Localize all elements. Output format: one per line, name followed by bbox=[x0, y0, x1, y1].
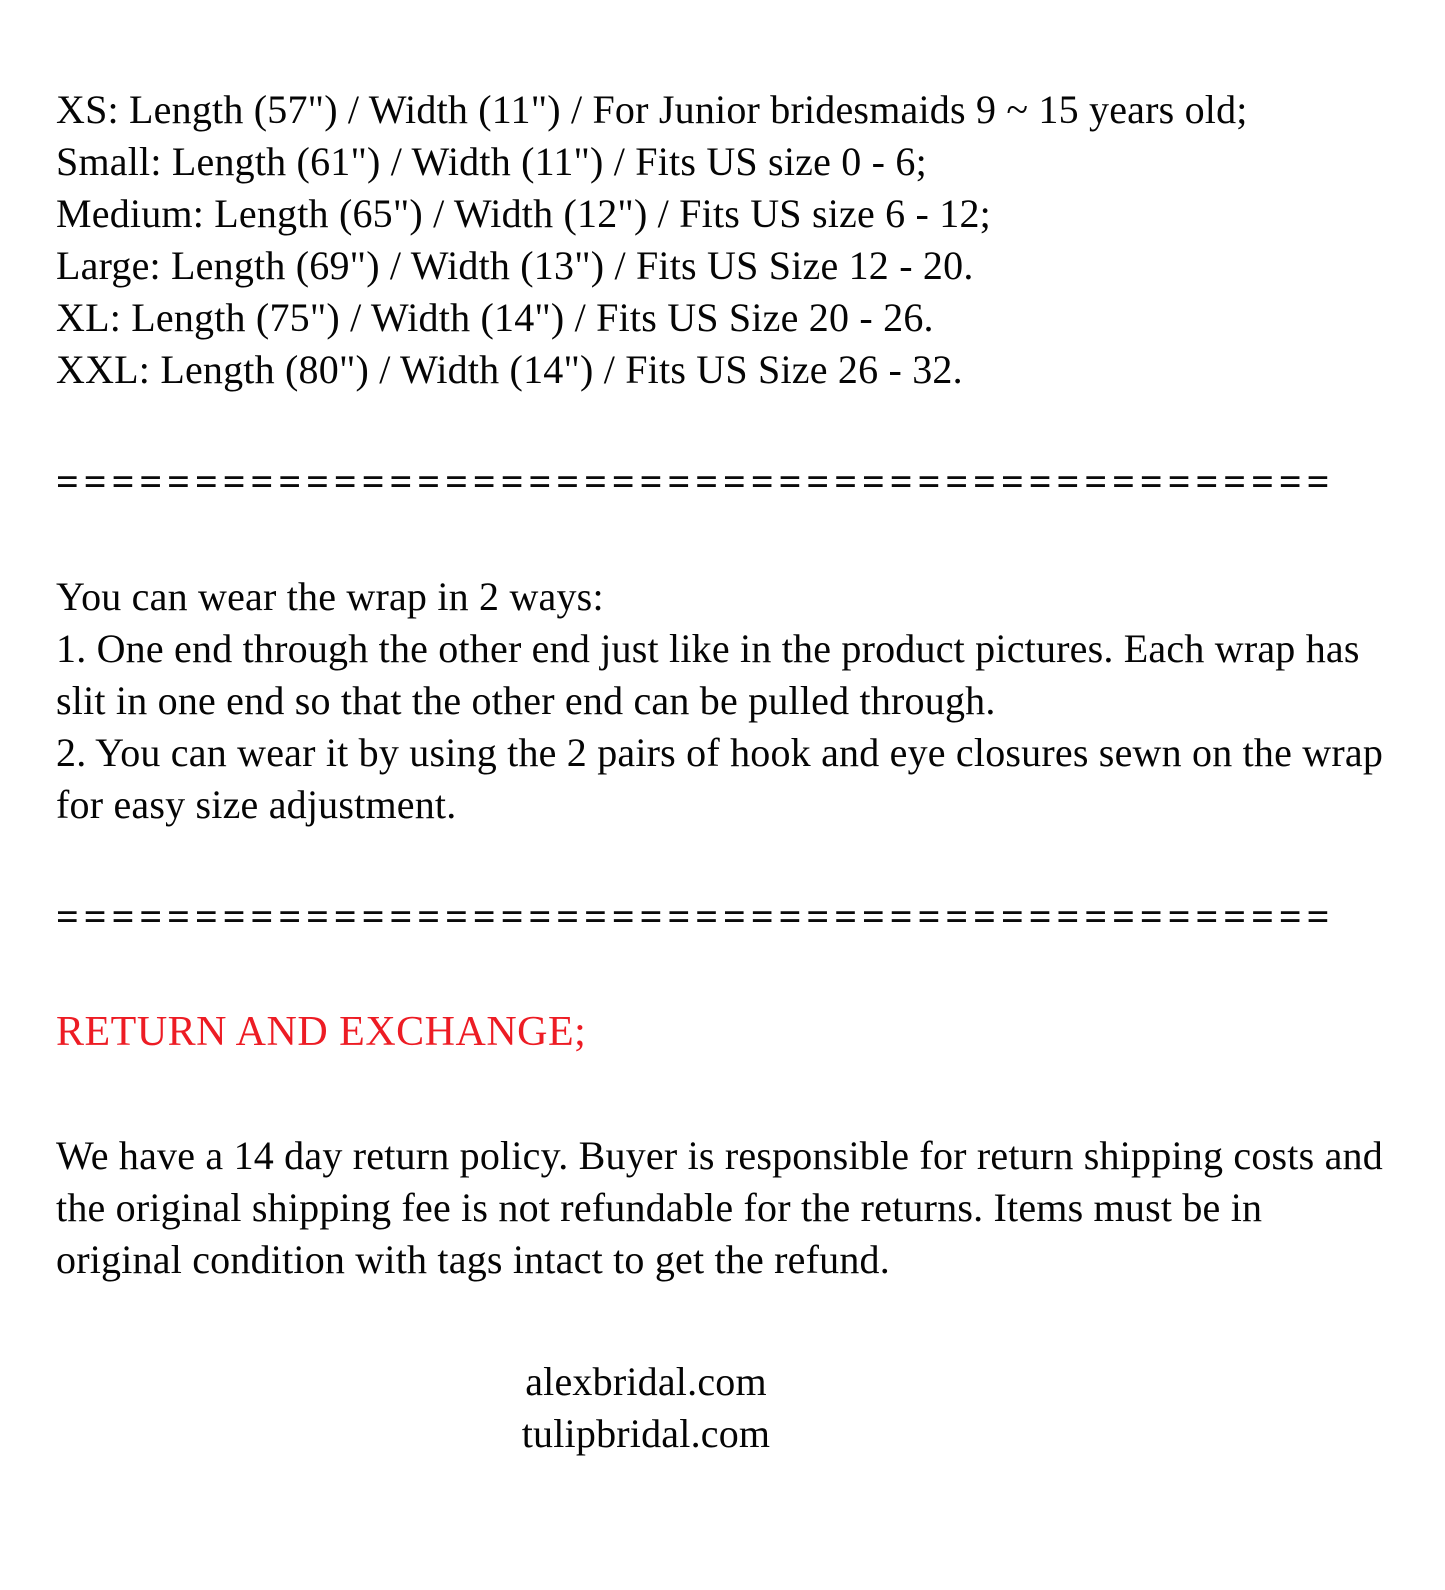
website-alexbridal: alexbridal.com bbox=[525, 1359, 767, 1404]
size-line-medium: Medium: Length (65") / Width (12") / Fits US size 6 - 12; bbox=[56, 191, 991, 236]
website-tulipbridal: tulipbridal.com bbox=[521, 1411, 771, 1456]
wearing-instructions-section bbox=[56, 571, 1405, 831]
size-line-xs: XS: Length (57") / Width (11") / For Junior bridesmaids 9 ~ 15 years old; bbox=[56, 87, 1248, 132]
wearing-option-1: 1. One end through the other end just like in the product pictures. Each wrap has slit in one end so that the other end can be pulled through. bbox=[56, 626, 1360, 723]
website-footer bbox=[56, 1356, 1236, 1460]
size-line-xxl: XXL: Length (80") / Width (14") / Fits US Size 26 - 32. bbox=[56, 347, 963, 392]
wearing-intro: You can wear the wrap in 2 ways: bbox=[56, 574, 604, 619]
return-policy-text: We have a 14 day return policy. Buyer is responsible for return shipping costs and the original shipping fee is not refundable for the returns. Items must be in original condition with tags intact to get the refund. bbox=[56, 1133, 1383, 1282]
size-line-large: Large: Length (69") / Width (13") / Fits US Size 12 - 20. bbox=[56, 243, 974, 288]
size-chart-section bbox=[56, 84, 1405, 396]
return-exchange-heading: RETURN AND EXCHANGE; bbox=[56, 1009, 587, 1055]
section-divider: ============================================== bbox=[56, 894, 1335, 939]
size-line-xl: XL: Length (75") / Width (14") / Fits US Size 20 - 26. bbox=[56, 295, 934, 340]
section-divider: ============================================== bbox=[56, 459, 1335, 504]
return-policy-section bbox=[56, 1006, 1405, 1286]
wearing-option-2: 2. You can wear it by using the 2 pairs of hook and eye closures sewn on the wrap for easy size adjustment. bbox=[56, 730, 1384, 827]
size-line-small: Small: Length (61") / Width (11") / Fits US size 0 - 6; bbox=[56, 139, 927, 184]
